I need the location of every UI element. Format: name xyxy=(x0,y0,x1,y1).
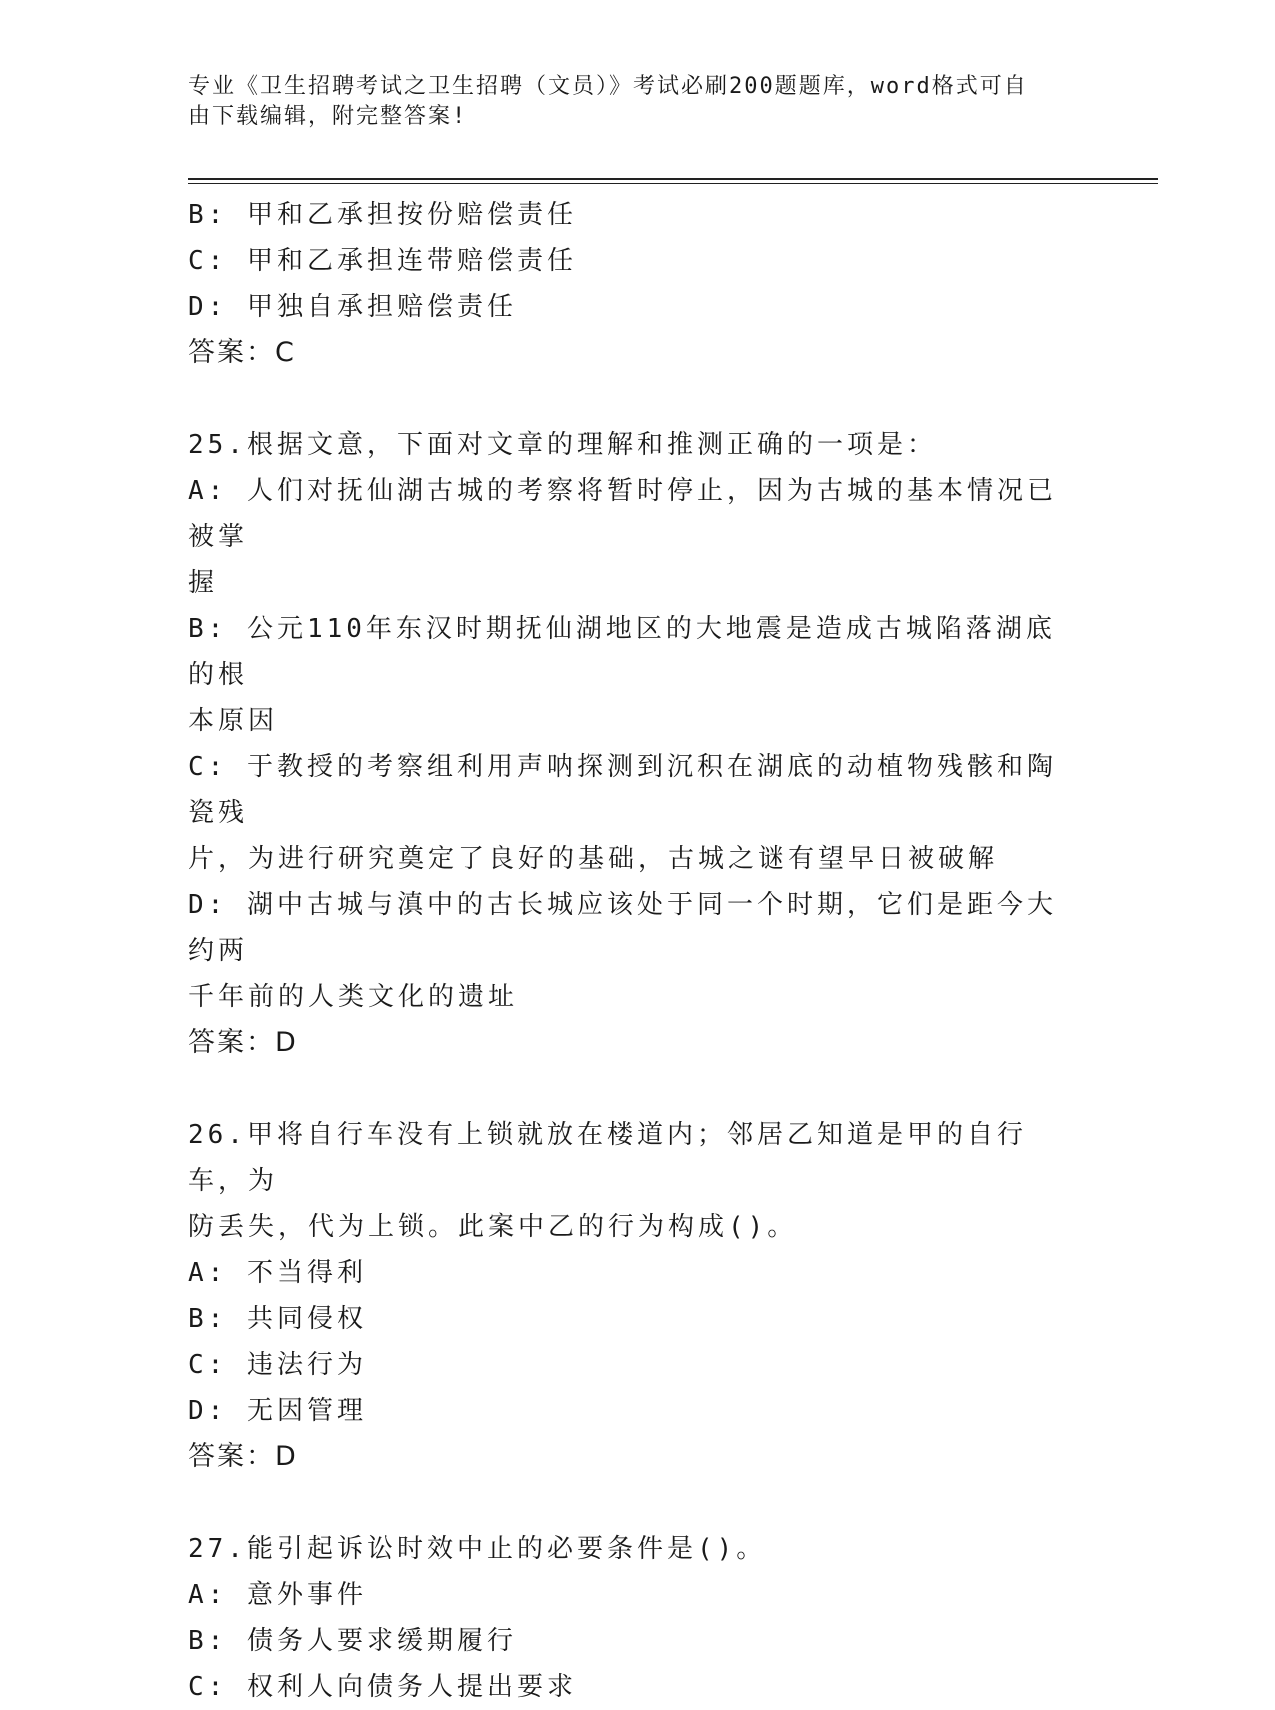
question-25 xyxy=(188,422,1078,1066)
option-d: D: 甲独自承担赔偿责任 xyxy=(188,292,517,322)
header-divider-thin xyxy=(188,183,1158,184)
option-d-line-1: D: 湖中古城与滇中的古长城应该处于同一个时期，它们是距今大约两 xyxy=(188,890,1057,966)
option-a-line-2: 握 xyxy=(188,568,219,598)
option-a-line-1: A: 人们对抚仙湖古城的考察将暂时停止，因为古城的基本情况已被掌 xyxy=(188,476,1057,552)
option-c-line-2: 片，为进行研究奠定了良好的基础，古城之谜有望早日被破解 xyxy=(188,844,999,874)
answer-line: 答案：D xyxy=(188,1441,298,1472)
option-c-line-1: C: 于教授的考察组利用声呐探测到沉积在湖底的动植物残骸和陶瓷残 xyxy=(188,752,1057,828)
document-body xyxy=(188,192,1078,1710)
spacer xyxy=(188,1066,1078,1112)
header-line-1: 专业《卫生招聘考试之卫生招聘（文员）》考试必刷200题题库，word格式可自 xyxy=(188,74,1028,99)
option-d-line-2: 千年前的人类文化的遗址 xyxy=(188,982,519,1012)
option-a: A: 意外事件 xyxy=(188,1580,367,1610)
option-d: D: 无因管理 xyxy=(188,1396,367,1426)
answer-line: 答案：C xyxy=(188,337,296,368)
option-b-line-2: 本原因 xyxy=(188,706,279,736)
option-b: B: 甲和乙承担按份赔偿责任 xyxy=(188,200,577,230)
spacer xyxy=(188,376,1078,422)
question-stem-line-2: 防丢失，代为上锁。此案中乙的行为构成()。 xyxy=(188,1212,798,1242)
question-27 xyxy=(188,1526,1078,1710)
page-header xyxy=(188,72,1088,132)
header-divider-thick xyxy=(188,178,1158,180)
answer-line: 答案：D xyxy=(188,1027,298,1058)
option-c: C: 甲和乙承担连带赔偿责任 xyxy=(188,246,577,276)
spacer xyxy=(188,1480,1078,1526)
header-line-2: 由下载编辑，附完整答案! xyxy=(188,104,468,129)
option-c: C: 违法行为 xyxy=(188,1350,367,1380)
option-a: A: 不当得利 xyxy=(188,1258,367,1288)
option-b: B: 债务人要求缓期履行 xyxy=(188,1626,517,1656)
question-24-continued xyxy=(188,192,1078,376)
option-b: B: 共同侵权 xyxy=(188,1304,367,1334)
question-stem: 27.能引起诉讼时效中止的必要条件是()。 xyxy=(188,1534,767,1564)
question-stem-line-1: 26.甲将自行车没有上锁就放在楼道内；邻居乙知道是甲的自行车，为 xyxy=(188,1120,1027,1196)
option-b-line-1: B: 公元110年东汉时期抚仙湖地区的大地震是造成古城陷落湖底的根 xyxy=(188,614,1056,690)
option-c: C: 权利人向债务人提出要求 xyxy=(188,1672,577,1702)
question-26 xyxy=(188,1112,1078,1480)
question-stem: 25.根据文意，下面对文章的理解和推测正确的一项是： xyxy=(188,430,937,460)
